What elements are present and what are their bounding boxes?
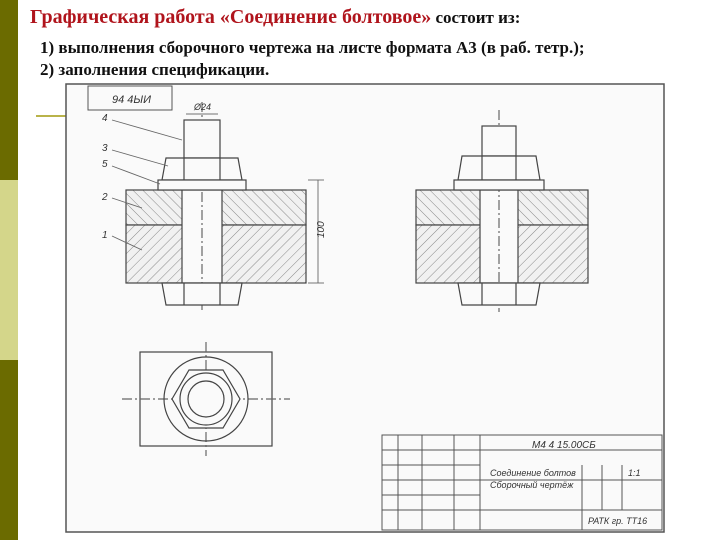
title-block-scale: 1:1 [628,468,641,478]
leader-number: 1 [102,230,108,241]
sidebar-block [0,360,18,540]
leader-number: 5 [102,159,108,170]
title-block-group: РАТК гр. ТТ16 [588,516,648,526]
bolt-dimension-label: Ø24 [194,102,212,112]
sidebar-block [0,0,18,180]
leader-number: 2 [102,192,108,203]
corner-stamp-text: 94 4ЫИ [112,94,152,106]
assembly-drawing [62,80,674,536]
height-dimension-label: 100 [316,221,327,238]
list-item: 1) выполнения сборочного чертежа на листе формата А3 (в раб. тетр.); [40,38,585,57]
leader-number: 4 [102,113,108,124]
title-block-designation: М4 4 15.00СБ [532,440,596,451]
top-view [122,342,290,456]
decorative-sidebar [0,0,18,540]
sheet-frame [66,84,664,532]
sidebar-block [0,180,18,360]
slide-title [30,6,520,29]
list-item: 2) заполнения спецификации. [40,60,270,79]
title-block-name: Сборочный чертёж [490,480,574,490]
leader-number: 3 [102,143,108,154]
title-block-name: Соединение болтов [490,468,576,478]
title-rest: состоит из: [431,8,521,27]
title-main: Графическая работа «Соединение болтовое» [30,6,432,28]
